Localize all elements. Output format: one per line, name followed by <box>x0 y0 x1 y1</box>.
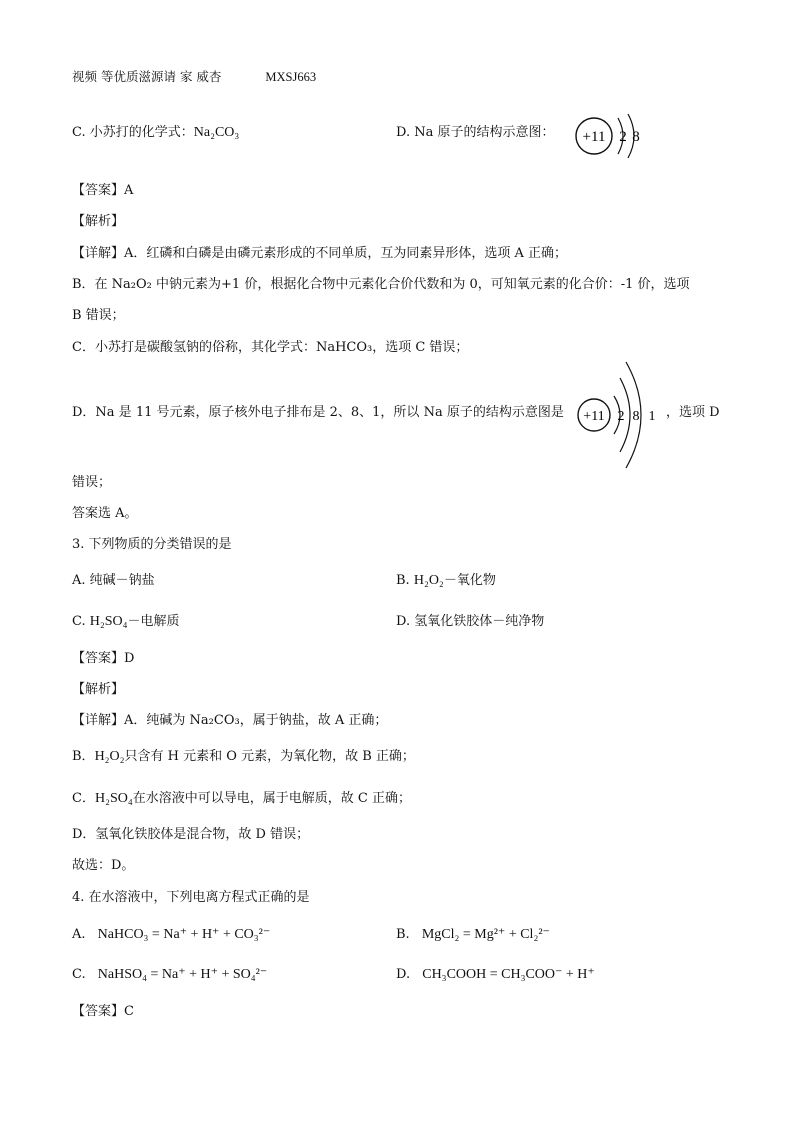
option-c-equation: NaHSO₄ = Na⁺ + H⁺ + SO₄²⁻ <box>97 967 268 982</box>
detail-b-text: 只含有 H 元素和 O 元素，为氧化物，故 B 正确； <box>124 749 415 764</box>
detail-tag: 【详解】 <box>72 246 125 261</box>
q4-option-a <box>72 926 270 944</box>
q3-analysis <box>72 681 124 699</box>
answer-value: A <box>124 183 134 198</box>
q2-detail-d-suffix: ，选项 D <box>666 405 720 420</box>
shell-electrons-2: 8 <box>632 129 640 145</box>
shell-electrons-2: 8 <box>632 409 640 424</box>
q2-conclusion: 答案选 A。 <box>72 506 138 521</box>
option-b-label: B. <box>396 927 410 942</box>
option-d-label: D. <box>396 967 411 982</box>
q3-option-b <box>396 572 496 590</box>
watermark-line <box>72 68 316 86</box>
q4-answer <box>72 1003 134 1021</box>
q4-option-d <box>396 966 595 984</box>
detail-a-text: A．红磷和白磷是由磷元素形成的不同单质，互为同素异形体，选项 A 正确； <box>124 246 568 261</box>
q3-option-c <box>72 613 180 631</box>
detail-b-label: B． <box>72 749 95 764</box>
option-a-equation: NaHCO₃ = Na⁺ + H⁺ + CO₃²⁻ <box>97 927 271 942</box>
detail-tag: 【详解】 <box>72 713 125 728</box>
option-a-label: A. <box>72 927 86 942</box>
q2-option-c <box>72 124 239 142</box>
option-b-suffix: －氧化物 <box>443 573 496 588</box>
detail-a-text: A．纯碱为 Na₂CO₃，属于钠盐，故 A 正确； <box>124 713 388 728</box>
q4-option-c <box>72 966 267 984</box>
analysis-tag: 【解析】 <box>72 214 125 229</box>
q3-conclusion: 故选：D。 <box>72 858 135 873</box>
q3-detail-c <box>72 790 411 808</box>
q2-option-c-label: C. 小苏打的化学式： <box>72 125 194 140</box>
detail-c-text: 在水溶液中可以导电，属于电解质，故 C 正确； <box>132 791 411 806</box>
q2-detail-b: B．在 Na₂O₂ 中钠元素为+1 价，根据化合物中元素化合价代数和为 0，可知氧元素的化合价：-1 价，选项 <box>72 277 690 292</box>
watermark-text: 视频 等优质滋源请 家 威杏 <box>72 69 222 84</box>
option-d-equation: CH₃COOH = CH₃COO⁻ + H⁺ <box>422 967 595 982</box>
answer-tag: 【答案】 <box>72 651 125 666</box>
analysis-tag: 【解析】 <box>72 682 125 697</box>
option-c-formula: H₂SO₄ <box>89 614 128 629</box>
q3-detail-a <box>72 712 387 730</box>
q2-analysis <box>72 213 124 231</box>
option-b-label: B. <box>396 573 410 588</box>
q2-detail-b-cont: B 错误； <box>72 308 125 323</box>
q2-na-atom-diagram <box>572 110 652 162</box>
q2-answer <box>72 182 133 200</box>
nucleus-charge: +11 <box>583 409 605 424</box>
answer-value: C <box>124 1004 134 1019</box>
detail-d-text: D．Na 是 11 号元素，原子核外电子排布是 2、8、1，所以 Na 原子的结构示意图是 <box>72 405 564 420</box>
q2-detail-d-cont: 错误； <box>72 475 112 490</box>
q2-option-c-formula: Na₂CO₃ <box>193 125 240 140</box>
option-b-formula: H₂O₂ <box>413 573 444 588</box>
answer-tag: 【答案】 <box>72 1004 125 1019</box>
shell-electrons-1: 2 <box>617 409 625 424</box>
q3-stem: 3. 下列物质的分类错误的是 <box>72 537 232 552</box>
option-c-suffix: －电解质 <box>127 614 180 629</box>
q4-option-b <box>396 926 550 944</box>
option-b-equation: MgCl₂ = Mg²⁺ + Cl₂²⁻ <box>421 927 550 942</box>
q4-stem: 4. 在水溶液中，下列电离方程式正确的是 <box>72 890 310 905</box>
detail-c-label: C． <box>72 791 95 806</box>
q3-option-d: D. 氢氧化铁胶体－纯净物 <box>396 614 545 629</box>
watermark-code: MXSJ663 <box>265 70 317 84</box>
detail-b-formula: H₂O₂ <box>94 749 125 764</box>
q3-detail-b <box>72 748 415 766</box>
q2-detail-a <box>72 245 567 263</box>
q3-answer <box>72 650 134 668</box>
option-c-label: C. <box>72 614 86 629</box>
shell-electrons-1: 2 <box>619 129 627 145</box>
q2-option-d-label: D. Na 原子的结构示意图： <box>396 125 555 140</box>
q2-detail-c: C．小苏打是碳酸氢钠的俗称，其化学式：NaHCO₃，选项 C 错误； <box>72 340 469 355</box>
q2-detail-d <box>72 404 564 422</box>
answer-tag: 【答案】 <box>72 183 125 198</box>
option-c-label: C. <box>72 967 86 982</box>
q3-option-a: A. 纯碱－钠盐 <box>72 573 155 588</box>
q2-na-atom-diagram-full <box>574 360 666 470</box>
answer-value: D <box>124 651 135 666</box>
q2-option-d <box>396 124 554 142</box>
shell-electrons-3: 1 <box>648 409 656 424</box>
detail-c-formula: H₂SO₄ <box>94 791 133 806</box>
q3-detail-d: D．氢氧化铁胶体是混合物，故 D 错误； <box>72 827 310 842</box>
nucleus-charge: +11 <box>582 129 606 145</box>
